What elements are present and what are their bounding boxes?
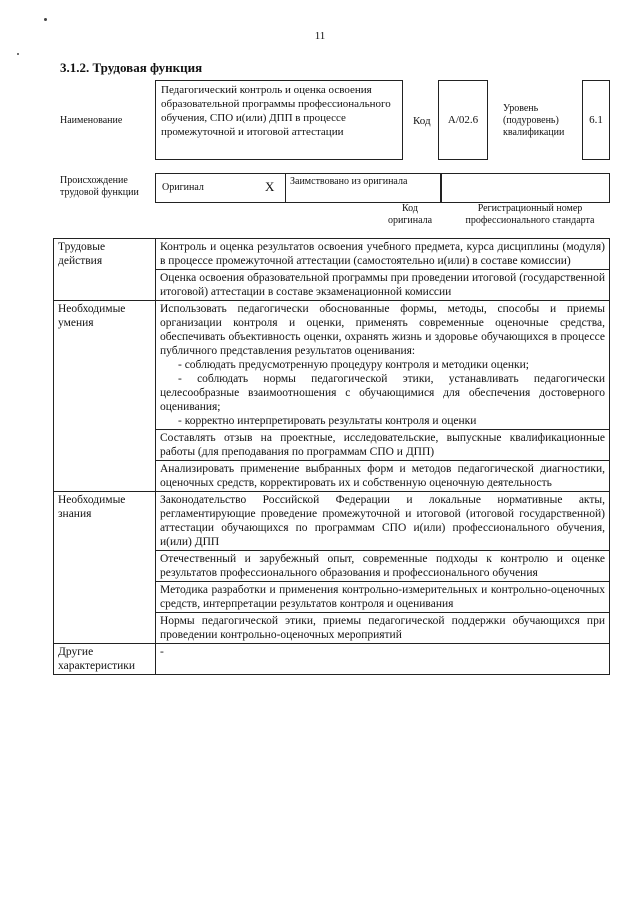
page-number: 11 xyxy=(314,30,326,42)
level-label: Уровень (подуровень) квалификации xyxy=(503,103,565,138)
table-cell: - xyxy=(156,644,610,675)
row-label: Трудовые действия xyxy=(54,239,156,301)
name-value: Педагогический контроль и оценка освоения образовательной программы профессионального обучения, СПО и(или) ДПП в процессе промежуточной и итоговой аттестации xyxy=(155,80,403,160)
table-cell: Анализировать применение выбранных форм и методов педагогической диагностики, оценочных средств, корректировать их и собственную оценочную деятельность xyxy=(156,461,610,492)
row-label: Другие характеристики xyxy=(54,644,156,675)
row-label: Необходимые умения xyxy=(54,301,156,492)
table-cell: Нормы педагогической этики, приемы педагогической поддержки обучающихся при проведении контрольно-оценочных мероприятий xyxy=(156,613,610,644)
table-cell: Контроль и оценка результатов освоения учебного предмета, курса дисциплины (модуля) в процессе промежуточной аттестации (самостоятельно и(или) в составе комиссии) xyxy=(156,239,610,270)
function-table xyxy=(53,238,610,675)
borrowed-cell: Заимствовано из оригинала xyxy=(286,174,441,202)
table-cell: Методика разработки и применения контрольно-измерительных и контрольно-оценочных средств, интерпретации результатов контроля и оценивания xyxy=(156,582,610,613)
table-cell xyxy=(156,301,610,430)
origin-label: Происхождение трудовой функции xyxy=(60,175,139,198)
row-label: Необходимые знания xyxy=(54,492,156,644)
table-row xyxy=(54,301,610,430)
table-cell: Отечественный и зарубежный опыт, современные подходы к контролю и оценке результатов профессионального образования и профессионального обучения xyxy=(156,551,610,582)
sub-item: - соблюдать предусмотренную процедуру контроля и методики оценки; xyxy=(178,359,529,371)
sub-item: - корректно интерпретировать результаты контроля и оценки xyxy=(178,415,477,427)
level-value: 6.1 xyxy=(582,80,610,160)
table-cell: Составлять отзыв на проектные, исследовательские, выпускные квалификационные работы (для преподавания по программам СПО и ДПП) xyxy=(156,430,610,461)
sub-item: - соблюдать нормы педагогической этики, устанавливать педагогически целесообразные взаимоотношения с обучающимися для обеспечения достоверного оценивания; xyxy=(160,373,605,413)
origin-row xyxy=(155,173,610,203)
table-row xyxy=(54,492,610,551)
scan-speck xyxy=(17,53,19,55)
code-label: Код xyxy=(413,115,431,127)
section-title: 3.1.2. Трудовая функция xyxy=(60,60,203,75)
code-value: А/02.6 xyxy=(438,80,488,160)
name-label: Наименование xyxy=(60,115,123,126)
original-mark: X xyxy=(265,179,275,194)
original-label: Оригинал xyxy=(162,182,204,193)
code-original-label: Код оригинала xyxy=(387,203,433,226)
table-cell: Законодательство Российской Федерации и локальные нормативные акты, регламентирующие проведение промежуточной и итоговой (итоговой государственной) аттестации обучающихся по программам СПО и(или) профессионального обучения, и(или) ДПП xyxy=(156,492,610,551)
registration-label: Регистрационный номер профессионального стандарта xyxy=(465,203,595,226)
registration-cell xyxy=(441,174,611,202)
scan-speck xyxy=(44,18,47,21)
original-cell xyxy=(156,174,286,202)
table-cell: Оценка освоения образовательной программы при проведении итоговой (государственной итоговой) аттестации в составе экзаменационной комиссии xyxy=(156,270,610,301)
table-row xyxy=(54,239,610,270)
cell-text: Использовать педагогически обоснованные формы, методы, способы и приемы организации контроля и оценки, применять современные оценочные средства, обеспечивать объективность оценки, охранять жизнь и здоровье обучающихся в процессе публичного представления результатов оценивания: xyxy=(160,303,605,357)
table-row xyxy=(54,644,610,675)
